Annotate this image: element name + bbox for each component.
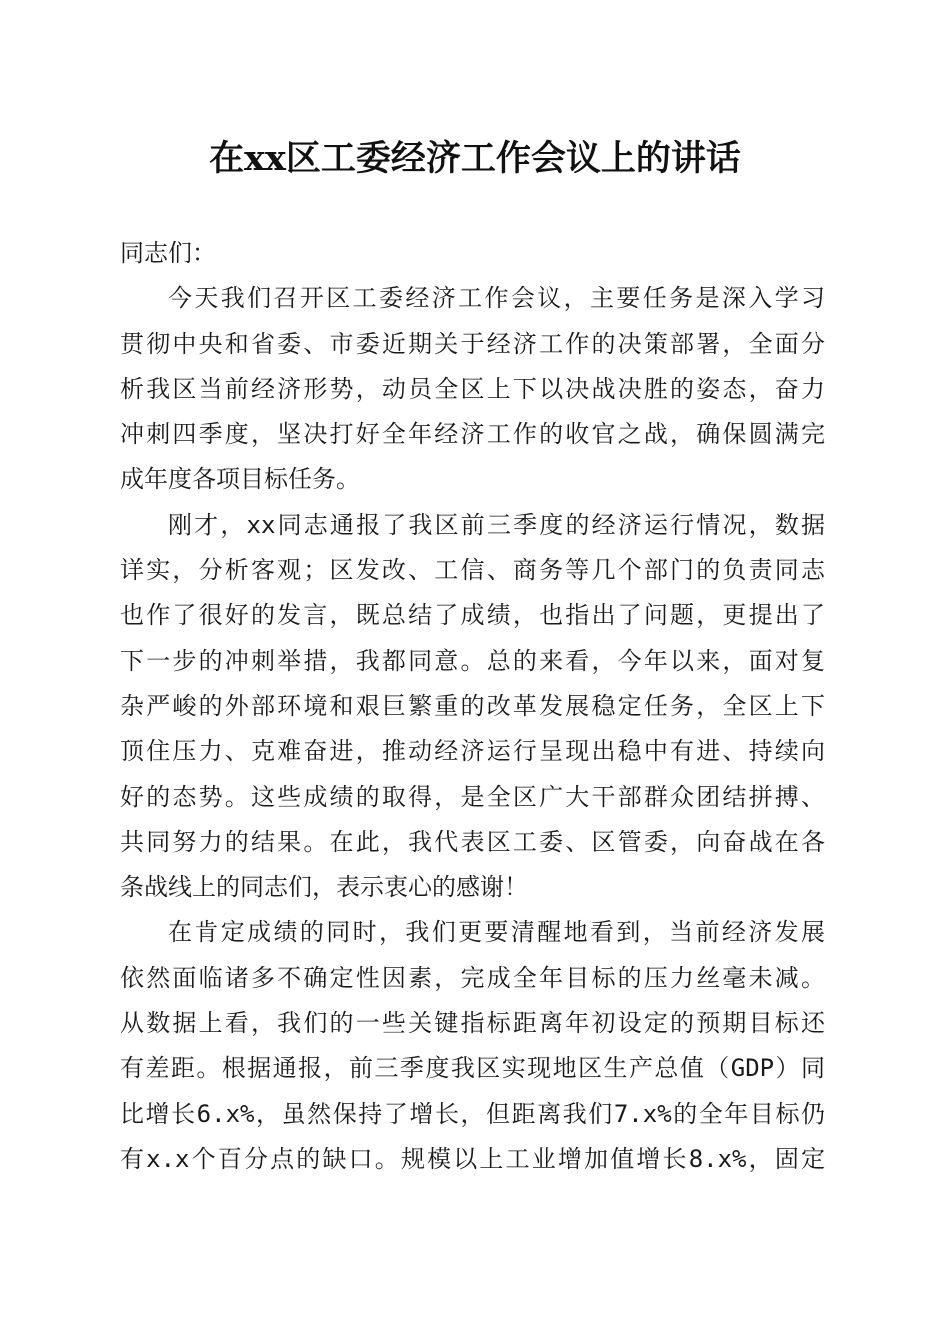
paragraph-line: 有差距。根据通报，前三季度我区实现地区生产总值（GDP）同 bbox=[120, 1054, 825, 1083]
paragraph-line: 刚才，xx同志通报了我区前三季度的经济运行情况，数据 bbox=[168, 510, 825, 539]
paragraph-line: 依然面临诸多不确定性因素，完成全年目标的压力丝毫未减。 bbox=[120, 963, 825, 992]
paragraph bbox=[120, 910, 825, 1182]
paragraph-line: 有x.x个百分点的缺口。规模以上工业增加值增长8.x%，固定 bbox=[120, 1144, 825, 1173]
document-title: 在xx区工委经济工作会议上的讲话 bbox=[209, 138, 741, 179]
document-body bbox=[120, 231, 825, 1182]
paragraph-line: 共同努力的结果。在此，我代表区工委、区管委，向奋战在各 bbox=[120, 827, 825, 856]
paragraph-line: 顶住压力、克难奋进，推动经济运行呈现出稳中有进、持续向 bbox=[120, 737, 825, 766]
paragraph-line: 下一步的冲刺举措，我都同意。总的来看，今年以来，面对复 bbox=[120, 646, 825, 675]
paragraph-line: 条战线上的同志们，表示衷心的感谢！ bbox=[120, 873, 528, 902]
paragraph-line: 详实，分析客观；区发改、工信、商务等几个部门的负责同志 bbox=[120, 556, 825, 585]
paragraph-line: 杂严峻的外部环境和艰巨繁重的改革发展稳定任务，全区上下 bbox=[120, 691, 825, 720]
paragraph-line: 也作了很好的发言，既总结了成绩，也指出了问题，更提出了 bbox=[120, 601, 825, 630]
paragraph-line: 从数据上看，我们的一些关键指标距离年初设定的预期目标还 bbox=[120, 1009, 825, 1038]
paragraph-line: 比增长6.x%，虽然保持了增长，但距离我们7.x%的全年目标仍 bbox=[120, 1099, 825, 1128]
paragraph-line: 成年度各项目标任务。 bbox=[120, 465, 360, 494]
paragraph-line: 析我区当前经济形势，动员全区上下以决战决胜的姿态，奋力 bbox=[120, 374, 825, 403]
paragraph-line: 冲刺四季度，坚决打好全年经济工作的收官之战，确保圆满完 bbox=[120, 420, 825, 449]
paragraph-line: 今天我们召开区工委经济工作会议，主要任务是深入学习 bbox=[168, 284, 825, 313]
paragraph-line: 贯彻中央和省委、市委近期关于经济工作的决策部署，全面分 bbox=[120, 329, 825, 358]
salutation: 同志们： bbox=[120, 239, 216, 267]
paragraph-line: 好的态势。这些成绩的取得，是全区广大干部群众团结拼搏、 bbox=[120, 782, 825, 811]
paragraph-line: 在肯定成绩的同时，我们更要清醒地看到，当前经济发展 bbox=[168, 918, 825, 947]
paragraph bbox=[120, 503, 825, 911]
paragraph bbox=[120, 276, 825, 502]
